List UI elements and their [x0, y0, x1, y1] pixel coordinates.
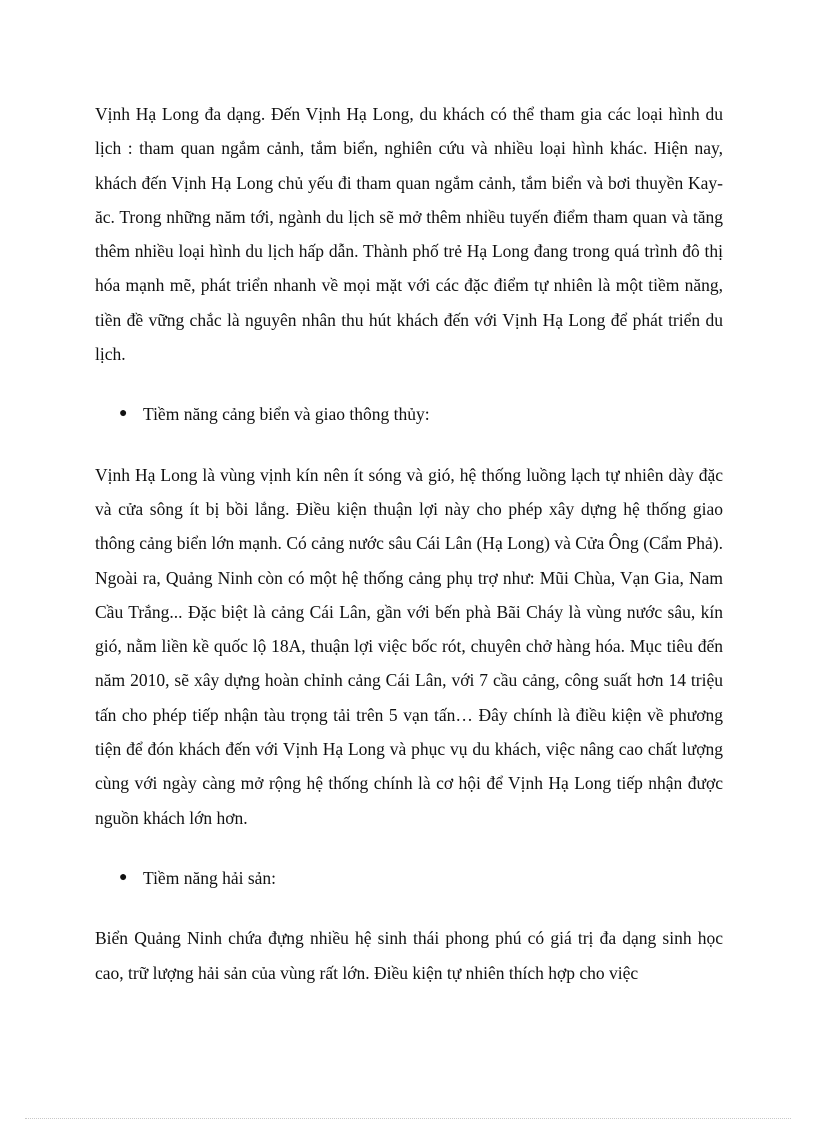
page-bottom-divider	[25, 1118, 791, 1119]
bullet-dot-icon: ●	[119, 406, 128, 422]
bullet-dot-icon: ●	[119, 869, 128, 885]
bullet-text-port: Tiềm năng cảng biển và giao thông thủy:	[143, 404, 430, 425]
paragraph-tourism: Vịnh Hạ Long đa dạng. Đến Vịnh Hạ Long, du khách có thể tham gia các loại hình du lịch : tham quan ngắm cảnh, tắm biển, nghiên cứu và nhiều loại hình khác. Hiện nay, khách đến Vịnh Hạ Long chủ yếu đi tham quan ngắm cảnh, tắm biển và bơi thuyền Kay-ăc. Trong những năm tới, ngành du lịch sẽ mở thêm nhiều tuyến điểm tham quan và tăng thêm nhiều loại hình du lịch hấp dẫn. Thành phố trẻ Hạ Long đang trong quá trình đô thị hóa mạnh mẽ, phát triển nhanh về mọi mặt với các đặc điểm tự nhiên là một tiềm năng, tiền đề vững chắc là nguyên nhân thu hút khách đến với Vịnh Hạ Long để phát triển du lịch.	[95, 104, 723, 365]
bullet-text-seafood: Tiềm năng hải sản:	[143, 867, 277, 888]
paragraph-seafood: Biển Quảng Ninh chứa đựng nhiều hệ sinh thái phong phú có giá trị đa dạng sinh học cao, trữ lượng hải sản của vùng rất lớn. Điều kiện tự nhiên thích hợp cho việc	[95, 928, 723, 983]
bullet-item-port	[95, 397, 723, 431]
bullet-item-seafood	[95, 861, 723, 895]
paragraph-port: Vịnh Hạ Long là vùng vịnh kín nên ít sóng và gió, hệ thống luồng lạch tự nhiên dày đặc và cửa sông ít bị bồi lắng. Điều kiện thuận lợi này cho phép xây dựng hệ thống giao thông cảng biển lớn mạnh. Có cảng nước sâu Cái Lân (Hạ Long) và Cửa Ông (Cẩm Phả). Ngoài ra, Quảng Ninh còn có một hệ thống cảng phụ trợ như: Mũi Chùa, Vạn Gia, Nam Cầu Trắng... Đặc biệt là cảng Cái Lân, gần với bến phà Bãi Cháy là vùng nước sâu, kín gió, nằm liền kề quốc lộ 18A, thuận lợi việc bốc rót, chuyên chở hàng hóa. Mục tiêu đến năm 2010, sẽ xây dựng hoàn chỉnh cảng Cái Lân, với 7 cầu cảng, công suất hơn 14 triệu tấn cho phép tiếp nhận tàu trọng tải trên 5 vạn tấn… Đây chính là điều kiện về phương tiện để đón khách đến với Vịnh Hạ Long và phục vụ du khách, việc nâng cao chất lượng cùng với ngày càng mở rộng hệ thống chính là cơ hội để Vịnh Hạ Long tiếp nhận được nguồn khách lớn hơn.	[95, 464, 723, 828]
document-body	[95, 97, 723, 1016]
